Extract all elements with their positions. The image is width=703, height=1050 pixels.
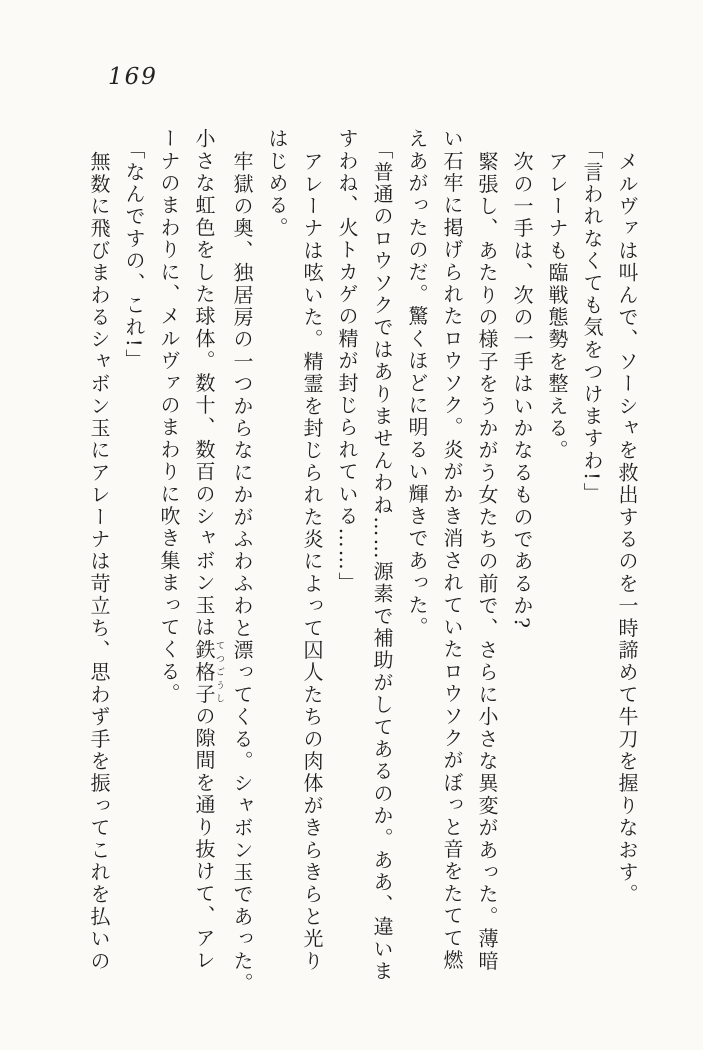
- text-line-dialogue: 「普通のロウソクではありませんわね……源素で補助がしてあるのか。ああ、違いま: [370, 139, 394, 983]
- text-line-dialogue: 「なんですの、これ!」: [122, 139, 146, 372]
- vertical-text-block: [82, 128, 644, 995]
- text-line: 牢獄の奥、独居房の一つからなにかがふわふわと漂ってくる。シャボン玉であった。: [230, 151, 254, 995]
- text-line: 次の一手は、次の一手はいかなるものであるか?: [510, 151, 534, 631]
- text-line: アレーナも臨戦態勢を整える。: [545, 151, 569, 462]
- text-segment: の隙間を通り抜けて、アレ: [192, 705, 216, 972]
- ruby-base: 鉄格子: [192, 638, 216, 706]
- text-line-dialogue: 「言われなくても気をつけますわ!」: [580, 139, 604, 505]
- text-line: はじめる。: [265, 128, 289, 239]
- text-line: 無数に飛びまわるシャボン玉にアレーナは苛立ち、思わず手を振ってこれを払いの: [87, 151, 111, 973]
- ruby-annotation: てつごうし: [214, 638, 224, 706]
- text-line: すわね、火トカゲの精が封じられている……」: [335, 128, 359, 595]
- text-line: い石牢に掲げられたロウソク。炎がかき消されていたロウソクがぼっと音をたてて燃: [440, 128, 464, 972]
- text-line: メルヴァは叫んで、ソーシャを救出するのを一時諦めて牛刀を握りなおす。: [615, 151, 639, 906]
- text-line: アレーナは呟いた。精霊を封じられた炎によって囚人たちの肉体がきらきらと光り: [300, 151, 324, 973]
- text-segment: 小さな虹色をした球体。数十、数百のシャボン玉は: [192, 128, 216, 639]
- text-line-with-furigana: [186, 128, 224, 990]
- text-line: えあがったのだ。驚くほどに明るい輝きであった。: [405, 128, 429, 639]
- ruby-furigana: [192, 638, 224, 706]
- page-number: 169: [108, 64, 158, 90]
- text-line: 緊張し、あたりの様子をうかがう女たちの前で、さらに小さな異変があった。薄暗: [475, 151, 499, 973]
- text-line: ーナのまわりに、メルヴァのまわりに吹き集まってくる。: [157, 128, 181, 706]
